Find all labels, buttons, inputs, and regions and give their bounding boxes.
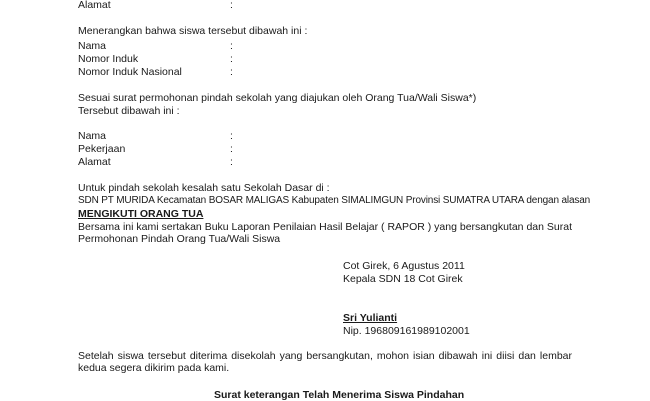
request-line-2: Tersebut dibawah ini :	[78, 105, 180, 117]
request-line-1: Sesuai surat permohonan pindah sekolah yang diajukan oleh Orang Tua/Wali Siswa*)	[78, 92, 477, 104]
header-address-label: Alamat	[78, 0, 111, 11]
parent-occupation-colon: :	[230, 143, 233, 155]
signatory-title: Kepala SDN 18 Cot Girek	[343, 273, 463, 285]
destination-line: SDN PT MURIDA Kecamatan BOSAR MALIGAS Kabupaten SIMALIMGUN Provinsi SUMATRA UTARA dengan alasan	[78, 195, 591, 206]
student-name-label: Nama	[78, 40, 107, 52]
intro-line: Menerangkan bahwa siswa tersebut dibawah ini :	[78, 25, 308, 37]
signatory-name: Sri Yulianti	[343, 312, 398, 324]
parent-address-label: Alamat	[78, 156, 111, 168]
parent-name-colon: :	[230, 130, 233, 142]
student-number-colon: :	[230, 53, 233, 65]
student-name-colon: :	[230, 40, 233, 52]
closing-paragraph: Setelah siswa tersebut diterima disekolah yang bersangkutan, mohon isian dibawah ini diisi dan lembar kedua segera dikirim pada kami.	[78, 350, 572, 374]
signatory-nip: Nip. 196809161989102001	[343, 325, 470, 337]
parent-name-label: Nama	[78, 130, 107, 142]
student-national-number-colon: :	[230, 66, 233, 78]
transfer-reason: MENGIKUTI ORANG TUA	[78, 208, 204, 220]
student-national-number-label: Nomor Induk Nasional	[78, 66, 182, 78]
parent-address-colon: :	[230, 156, 233, 168]
parent-occupation-label: Pekerjaan	[78, 143, 126, 155]
attachment-paragraph: Bersama ini kami sertakan Buku Laporan Penilaian Hasil Belajar ( RAPOR ) yang bersangkutan dan Surat Permohonan Pindah Orang Tua/Wali Siswa	[78, 221, 572, 245]
student-number-label: Nomor Induk	[78, 53, 139, 65]
header-address-colon: :	[230, 0, 233, 11]
section-title: Surat keterangan Telah Menerima Siswa Pindahan	[214, 389, 465, 401]
transfer-line: Untuk pindah sekolah kesalah satu Sekolah Dasar di :	[78, 182, 330, 194]
place-date: Cot Girek, 6 Agustus 2011	[343, 260, 465, 272]
